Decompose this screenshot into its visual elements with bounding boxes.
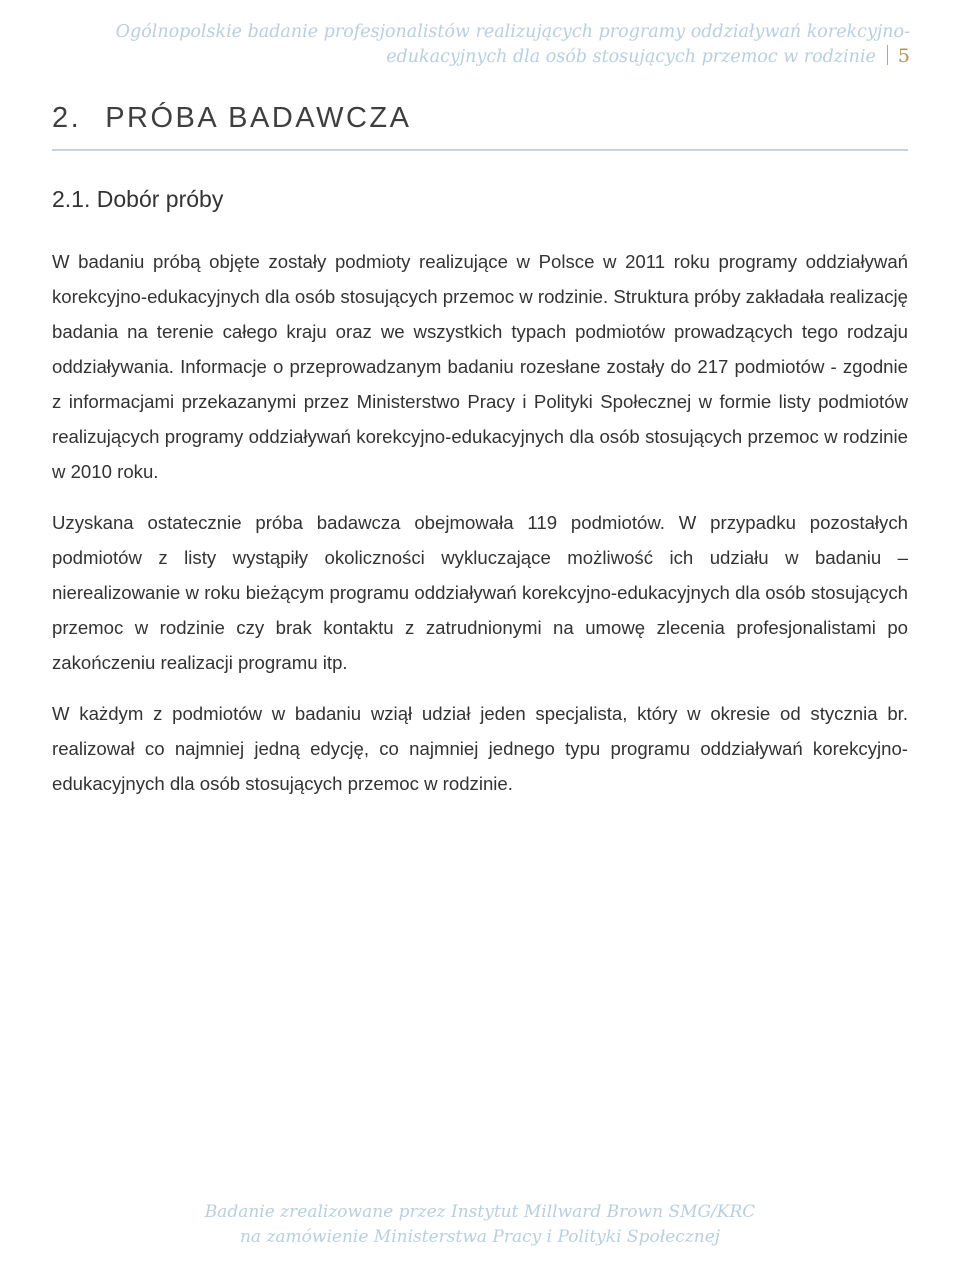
- section-heading: [52, 102, 908, 151]
- paragraph-1: W badaniu próbą objęte zostały podmioty realizujące w Polsce w 2011 roku programy oddziaływań korekcyjno-edukacyjnych dla osób stosujących przemoc w rodzinie. Struktura próby zakładała realizację badania na terenie całego kraju oraz we wszystkich typach podmiotów prowadzących tego rodzaju oddziaływania. Informacje o przeprowadzanym badaniu rozesłane zostały do 217 podmiotów - zgodnie z informacjami przekazanymi przez Ministerstwo Pracy i Polityki Społecznej w formie listy podmiotów realizujących programy oddziaływań korekcyjno-edukacyjnych dla osób stosujących przemoc w rodzinie w 2010 roku.: [52, 251, 908, 482]
- subsection-heading: 2.1. Dobór próby: [52, 186, 224, 212]
- footer-line-1: Badanie zrealizowane przez Instytut Millward Brown SMG/KRC: [204, 1202, 756, 1222]
- footer-line-2: na zamówienie Ministerstwa Pracy i Polityki Społecznej: [239, 1227, 721, 1247]
- page-number-separator: [887, 45, 888, 65]
- header-title-line-1: Ogólnopolskie badanie profesjonalistów realizujących programy oddziaływań korekcyjno-: [115, 22, 910, 42]
- header-title-line-2: [90, 44, 910, 69]
- paragraph-3: W każdym z podmiotów w badaniu wziął udział jeden specjalista, który w okresie od stycznia br. realizował co najmniej jedną edycję, co najmniej jednego typu programu oddziaływań korekcyjno-edukacyjnych dla osób stosujących przemoc w rodzinie.: [52, 703, 908, 794]
- section-number: 2.: [52, 102, 82, 134]
- page-number: 5: [897, 45, 910, 67]
- paragraph-2: Uzyskana ostatecznie próba badawcza obejmowała 119 podmiotów. W przypadku pozostałych podmiotów z listy wystąpiły okoliczności wykluczające możliwość ich udziału w badaniu – nierealizowanie w roku bieżącym programu oddziaływań korekcyjno-edukacyjnych dla osób stosujących przemoc w rodzinie czy brak kontaktu z zatrudnionymi na umowę zlecenia profesjonalistami po zakończeniu realizacji programu itp.: [52, 512, 908, 673]
- section-title: PRÓBA BADAWCZA: [105, 102, 412, 134]
- header-title-line-2-text: edukacyjnych dla osób stosujących przemoc w rodzinie: [386, 47, 876, 67]
- running-header: [90, 20, 910, 69]
- body-text: [52, 244, 908, 817]
- running-footer: [0, 1200, 960, 1250]
